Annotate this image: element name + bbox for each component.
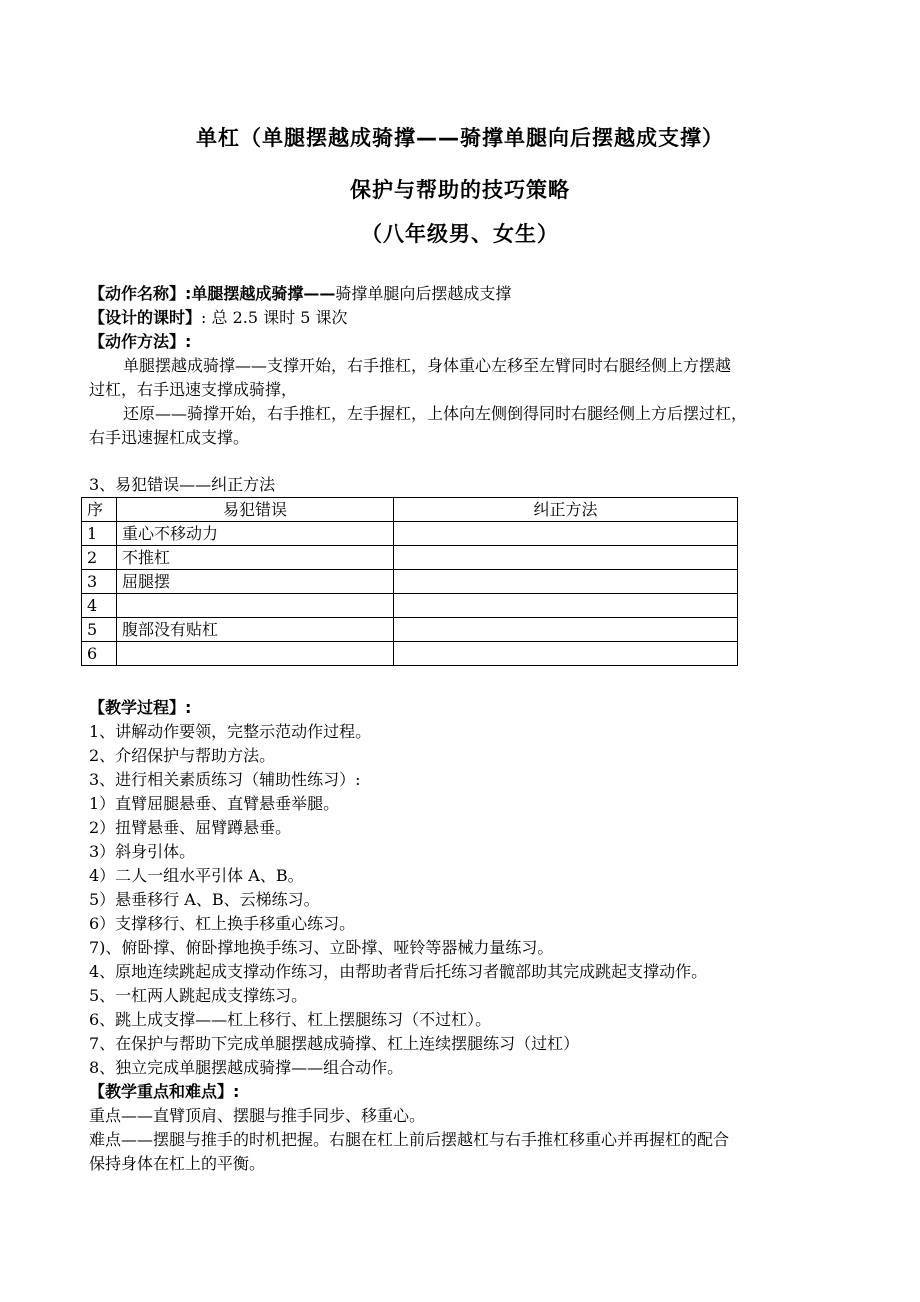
row-error	[117, 594, 394, 618]
process-item: 6）支撑移行、杠上换手移重心练习。	[89, 914, 356, 933]
document-subtitle: 保护与帮助的技巧策略	[350, 178, 570, 202]
row-error: 重心不移动力	[117, 522, 394, 546]
hours-line	[89, 306, 347, 330]
document-title: 单杠（单腿摆越成骑撑——骑撑单腿向后摆越成支撑）	[196, 126, 724, 150]
row-error: 腹部没有贴杠	[117, 618, 394, 642]
method-label: 【动作方法】:	[89, 332, 192, 351]
process-item: 8、独立完成单腿摆越成骑撑——组合动作。	[89, 1058, 404, 1077]
hours-value: : 总 2.5 课时 5 课次	[201, 308, 348, 327]
hours-label: 【设计的课时】	[89, 308, 202, 327]
table-row	[82, 618, 738, 642]
row-error: 屈腿摆	[117, 570, 394, 594]
action-name-rest: 骑撑单腿向后摆越成支撑	[335, 284, 512, 303]
process-item: 2）扭臂悬垂、屈臂蹲悬垂。	[89, 818, 292, 837]
table-row	[82, 522, 738, 546]
errors-table	[81, 497, 738, 666]
method-p1-line1: 单腿摆越成骑撑——支撑开始，右手推杠，身体重心左移至左臂同时右腿经侧上方摆越	[123, 356, 732, 375]
process-item: 3、进行相关素质练习（辅助性练习）:	[89, 770, 361, 789]
key-point: 重点——直臂顶肩、摆腿与推手同步、移重心。	[89, 1106, 426, 1125]
method-heading	[89, 330, 191, 354]
process-item: 5、一杠两人跳起成支撑练习。	[89, 986, 308, 1005]
process-item: 3）斜身引体。	[89, 842, 196, 861]
row-correction	[394, 594, 738, 618]
keypoints-label: 【教学重点和难点】:	[89, 1082, 240, 1101]
process-item: 7、在保护与帮助下完成单腿摆越成骑撑、杠上连续摆腿练习（过杠）	[89, 1034, 580, 1053]
row-index: 3	[82, 570, 117, 594]
process-item: 6、跳上成支撑——杠上移行、杠上摆腿练习（不过杠）。	[89, 1010, 492, 1029]
action-name-label: 【动作名称】:	[89, 284, 192, 303]
row-correction	[394, 546, 738, 570]
method-p1-line2: 过杠，右手迅速支撑成骑撑，	[89, 380, 298, 399]
row-correction	[394, 570, 738, 594]
row-correction	[394, 642, 738, 666]
process-item: 4、原地连续跳起成支撑动作练习，由帮助者背后托练习者髋部助其完成跳起支撑动作。	[89, 962, 708, 981]
errors-heading: 3、易犯错误——纠正方法	[89, 475, 276, 494]
keypoints-heading	[89, 1080, 239, 1104]
method-p2-line1: 还原——骑撑开始，右手推杠，左手握杠，上体向左侧倒得同时右腿经侧上方后摆过杠，	[123, 404, 748, 423]
process-item: 4）二人一组水平引体 A、B。	[89, 866, 304, 885]
row-correction	[394, 618, 738, 642]
header-error: 易犯错误	[117, 498, 394, 522]
row-correction	[394, 522, 738, 546]
row-index: 2	[82, 546, 117, 570]
process-item: 1）直臂屈腿悬垂、直臂悬垂举腿。	[89, 794, 340, 813]
header-index: 序	[82, 498, 117, 522]
difficult-point-line1: 难点——摆腿与推手的时机把握。右腿在杠上前后摆越杠与右手推杠移重心并再握杠的配合	[89, 1130, 730, 1149]
method-p2-line2: 右手迅速握杠成支撑。	[89, 428, 250, 447]
process-item: 2、介绍保护与帮助方法。	[89, 746, 276, 765]
table-row	[82, 642, 738, 666]
table-row	[82, 570, 738, 594]
action-name-bold: 单腿摆越成骑撑——	[191, 284, 336, 303]
row-error: 不推杠	[117, 546, 394, 570]
row-index: 4	[82, 594, 117, 618]
process-label: 【教学过程】:	[89, 698, 192, 717]
table-header-row	[82, 498, 738, 522]
row-index: 1	[82, 522, 117, 546]
process-heading	[89, 696, 191, 720]
row-index: 6	[82, 642, 117, 666]
process-item: 1、讲解动作要领，完整示范动作过程。	[89, 722, 372, 741]
header-correction: 纠正方法	[394, 498, 738, 522]
process-item: 7)、俯卧撑、俯卧撑地换手练习、立卧撑、哑铃等器械力量练习。	[89, 938, 554, 957]
difficult-point-line2: 保持身体在杠上的平衡。	[89, 1154, 266, 1173]
table-row	[82, 594, 738, 618]
table-row	[82, 546, 738, 570]
row-error	[117, 642, 394, 666]
document-grade: （八年级男、女生）	[361, 222, 559, 246]
action-name-line	[89, 282, 511, 306]
row-index: 5	[82, 618, 117, 642]
process-item: 5）悬垂移行 A、B、云梯练习。	[89, 890, 320, 909]
